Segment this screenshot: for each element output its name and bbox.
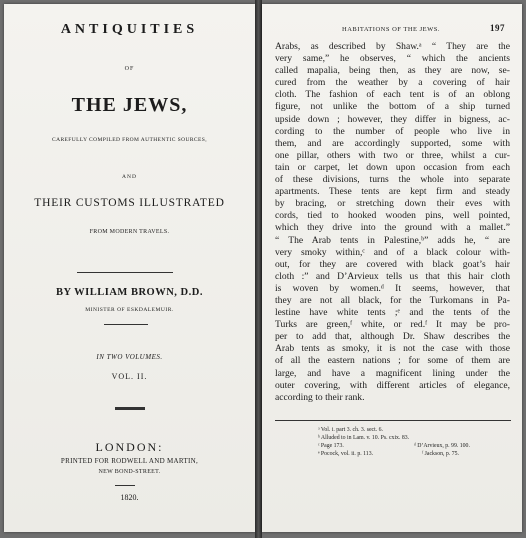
imprint-year: 1820. (120, 493, 139, 502)
text-line: “ The Arab tents in Palestine,ᵇ” adds he, “ are (275, 234, 510, 246)
text-line: cording to the number of people who live in (275, 125, 510, 137)
travels-line: FROM MODERN TRAVELS. (89, 229, 170, 235)
text-line: per to add that, although Dr. Shaw describes the (275, 331, 510, 343)
footnote: ᵃ Vol. i. part 3. ch. 3. sect. 6. (318, 427, 383, 433)
title-and: AND (122, 174, 137, 180)
text-line: tain or carpet, let down upon occasion from each (275, 161, 510, 173)
text-line: is woven by women.ᵈ It seems, however, that (275, 282, 510, 294)
minister-line: MINISTER OF ESKDALEMUIR. (85, 307, 174, 313)
text-line: very smoky within,ᶜ and of a black colour with- (275, 246, 510, 258)
page-number: 197 (490, 23, 505, 33)
footnote: ᶠ Jackson, p. 75. (422, 451, 459, 457)
text-line: Arab tents as smoky, it is not the case with those (275, 343, 510, 355)
volumes-line: IN TWO VOLUMES. (96, 353, 163, 361)
text-line: called mapalia, being then, as they are now, se- (275, 65, 510, 77)
customs-line: THEIR CUSTOMS ILLUSTRATED (34, 197, 225, 209)
footnote-divider (275, 420, 511, 421)
running-head-title: HABITATIONS OF THE JEWS. (342, 26, 441, 33)
text-line: by bracing, or stretching down their eves with (275, 198, 510, 210)
imprint-city: LONDON: (95, 440, 164, 454)
text-line: cloth :” and D’Arvieux tells us that this hair cloth (275, 270, 510, 282)
footnote: ᵈ D’Arvieux, p. 99. 100. (414, 443, 470, 449)
text-line: cords, tied to hooked wooden pins, well pointed, (275, 210, 510, 222)
imprint-printer: PRINTED FOR RODWELL AND MARTIN, (60, 457, 199, 465)
book-title: ANTIQUITIES (60, 22, 199, 37)
footnote: ᵉ Pocock, vol. ii. p. 113. (318, 451, 374, 457)
text-line: outer covering, with different articles of elegance, (275, 379, 510, 391)
text-line: Arabs, as described by Shaw.ᵃ “ They are the (275, 41, 510, 52)
divider (115, 407, 145, 410)
volume-number: VOL. II. (111, 372, 148, 381)
divider (115, 485, 135, 486)
text-page (262, 4, 522, 532)
text-line: Turks are green,ᶠ white, or red.ᶠ It may be pro- (275, 319, 510, 331)
text-line: apartments. These tents are kept firm and steady (275, 186, 510, 198)
footnote: ᶜ Page 173. (318, 443, 344, 449)
text-line: of these divisions, turns the whole into separate (275, 174, 510, 186)
text-line: which they drive into the ground with a mallet.” (275, 222, 510, 234)
text-line: very same,” he observes, “ which the ancients (275, 53, 510, 65)
body-text (275, 41, 510, 404)
footnote: ᵇ Alluded to in Lam. v. 10. Ps. cxix. 83. (318, 435, 410, 441)
text-line: of all the eastern nations ; for some of them are (275, 355, 510, 367)
text-line: figure, not unlike the bottom of a ship turned (275, 101, 510, 113)
text-line: out, for they are covered with black goat’s hair (275, 258, 510, 270)
book-subject: THE JEWS, (71, 94, 188, 116)
author-line: BY WILLIAM BROWN, D.D. (56, 287, 203, 298)
text-line: them, and are accordingly supported, some with (275, 137, 510, 149)
text-line: cloth. The fashion of each tent is of an oblong (275, 89, 510, 101)
imprint-street: NEW BOND-STREET. (98, 469, 161, 475)
text-line: large, and have a magnificent lining under the (275, 367, 510, 379)
text-line: they are not all black, for the Turkomans in Pa- (275, 294, 510, 306)
title-of: OF (124, 66, 135, 72)
book-gutter (255, 0, 262, 538)
compiled-line: CAREFULLY COMPILED FROM AUTHENTIC SOURCES, (52, 137, 207, 143)
divider (104, 324, 148, 325)
text-line: upside down ; however, they differ in bigness, ac- (275, 113, 510, 125)
title-page (4, 4, 255, 532)
text-line: one pillar, others with two or three, whilst a cur- (275, 149, 510, 161)
text-line: according to their rank. (275, 391, 365, 403)
divider (77, 272, 173, 273)
text-line: lestine have white tents ;ᵉ and the tents of the (275, 307, 510, 319)
text-line: cured from the weather by a covering of hair (275, 77, 510, 89)
